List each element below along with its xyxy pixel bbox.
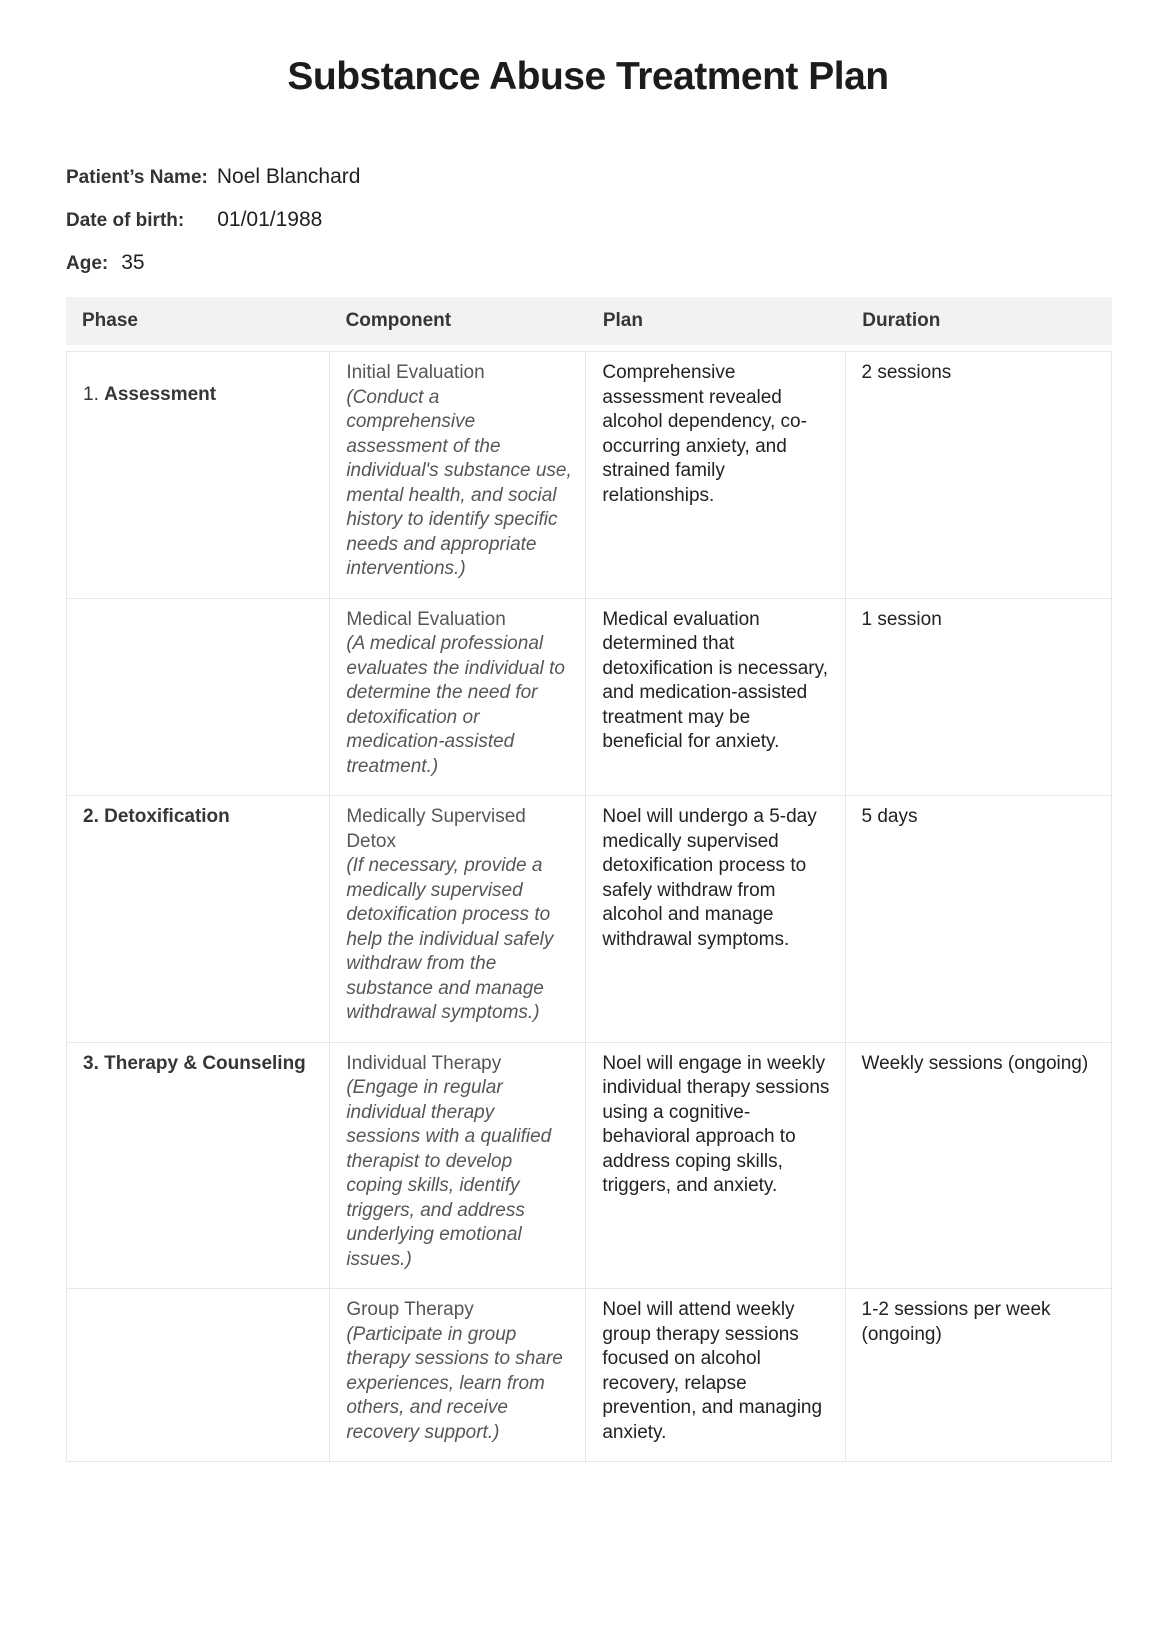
component-cell xyxy=(330,1289,586,1462)
age-value: 35 xyxy=(121,251,145,274)
header-cell-plan: Plan xyxy=(602,310,643,331)
phase-cell xyxy=(67,598,330,796)
phase-cell xyxy=(67,352,330,599)
component-cell xyxy=(330,352,586,599)
phase-number: 2. xyxy=(83,806,99,827)
plan-cell: Noel will engage in weekly individual therapy sessions using a cognitive-behavioral approach to address coping skills, triggers, and anxiety. xyxy=(586,1042,845,1289)
plan-cell: Comprehensive assessment revealed alcohol dependency, co-occurring anxiety, and strained family relationships. xyxy=(586,352,845,599)
patient-name-row xyxy=(66,165,1176,189)
phase-cell xyxy=(67,1042,330,1289)
header-cell-component: Component xyxy=(345,310,452,331)
header-cell-phase: Phase xyxy=(82,310,138,331)
date-of-birth-label: Date of birth: xyxy=(66,210,185,231)
table-header-row xyxy=(66,297,1112,345)
component-description: (A medical professional evaluates the individual to determine the need for detoxification or medication-assisted treatment.) xyxy=(346,633,565,777)
table-row-detoxification xyxy=(67,796,1112,1043)
duration-cell: 5 days xyxy=(845,796,1112,1043)
duration-cell: 2 sessions xyxy=(845,352,1112,599)
date-of-birth-value: 01/01/1988 xyxy=(217,208,323,231)
page-title: Substance Abuse Treatment Plan xyxy=(287,55,889,98)
date-of-birth-row xyxy=(66,208,1176,232)
table-row-assessment-initial xyxy=(67,352,1112,599)
treatment-plan-table xyxy=(66,297,1112,1462)
component-cell xyxy=(330,1042,586,1289)
age-label: Age: xyxy=(66,253,109,274)
phase-cell xyxy=(67,1289,330,1462)
component-cell xyxy=(330,796,586,1043)
patient-name-label: Patient’s Name: xyxy=(66,167,208,188)
plan-cell: Noel will attend weekly group therapy sessions focused on alcohol recovery, relapse prevention, and managing anxiety. xyxy=(586,1289,845,1462)
table-body xyxy=(66,351,1112,1462)
component-title: Medically Supervised Detox xyxy=(346,806,526,852)
duration-cell: 1-2 sessions per week (ongoing) xyxy=(845,1289,1112,1462)
component-title: Group Therapy xyxy=(346,1299,474,1320)
component-title: Medical Evaluation xyxy=(346,608,506,630)
phase-name: Therapy & Counseling xyxy=(104,1052,306,1074)
component-title: Initial Evaluation xyxy=(346,362,485,383)
header-cell-duration: Duration xyxy=(862,310,941,331)
phase-cell xyxy=(67,796,330,1043)
component-description: (Engage in regular individual therapy sessions with a qualified therapist to develop coping skills, identify triggers, and address underlying emotional issues.) xyxy=(346,1077,552,1270)
component-title: Individual Therapy xyxy=(346,1052,502,1074)
component-description: (Conduct a comprehensive assessment of the individual's substance use, mental health, and social history to identify specific needs and appropriate interventions.) xyxy=(346,386,572,579)
duration-cell: Weekly sessions (ongoing) xyxy=(845,1042,1112,1289)
table-row-therapy-individual xyxy=(67,1042,1112,1289)
component-cell xyxy=(330,598,586,796)
patient-name-value: Noel Blanchard xyxy=(216,165,361,188)
patient-info-section xyxy=(66,165,1176,275)
component-description: (Participate in group therapy sessions to share experiences, learn from others, and receive recovery support.) xyxy=(346,1323,563,1443)
table-row-therapy-group xyxy=(67,1289,1112,1462)
phase-number: 3. xyxy=(83,1052,99,1074)
plan-cell: Noel will undergo a 5-day medically supervised detoxification process to safely withdraw from alcohol and manage withdrawal symptoms. xyxy=(586,796,845,1043)
phase-name: Detoxification xyxy=(104,806,230,827)
duration-cell: 1 session xyxy=(845,598,1112,796)
component-description: (If necessary, provide a medically supervised detoxification process to help the individual safely withdraw from the substance and manage withdrawal symptoms.) xyxy=(346,855,554,1023)
table-row-assessment-medical xyxy=(67,598,1112,796)
phase-name: Assessment xyxy=(104,384,217,405)
age-row xyxy=(66,251,1176,275)
phase-number: 1. xyxy=(83,384,99,405)
plan-cell: Medical evaluation determined that detoxification is necessary, and medication-assisted treatment may be beneficial for anxiety. xyxy=(586,598,845,796)
